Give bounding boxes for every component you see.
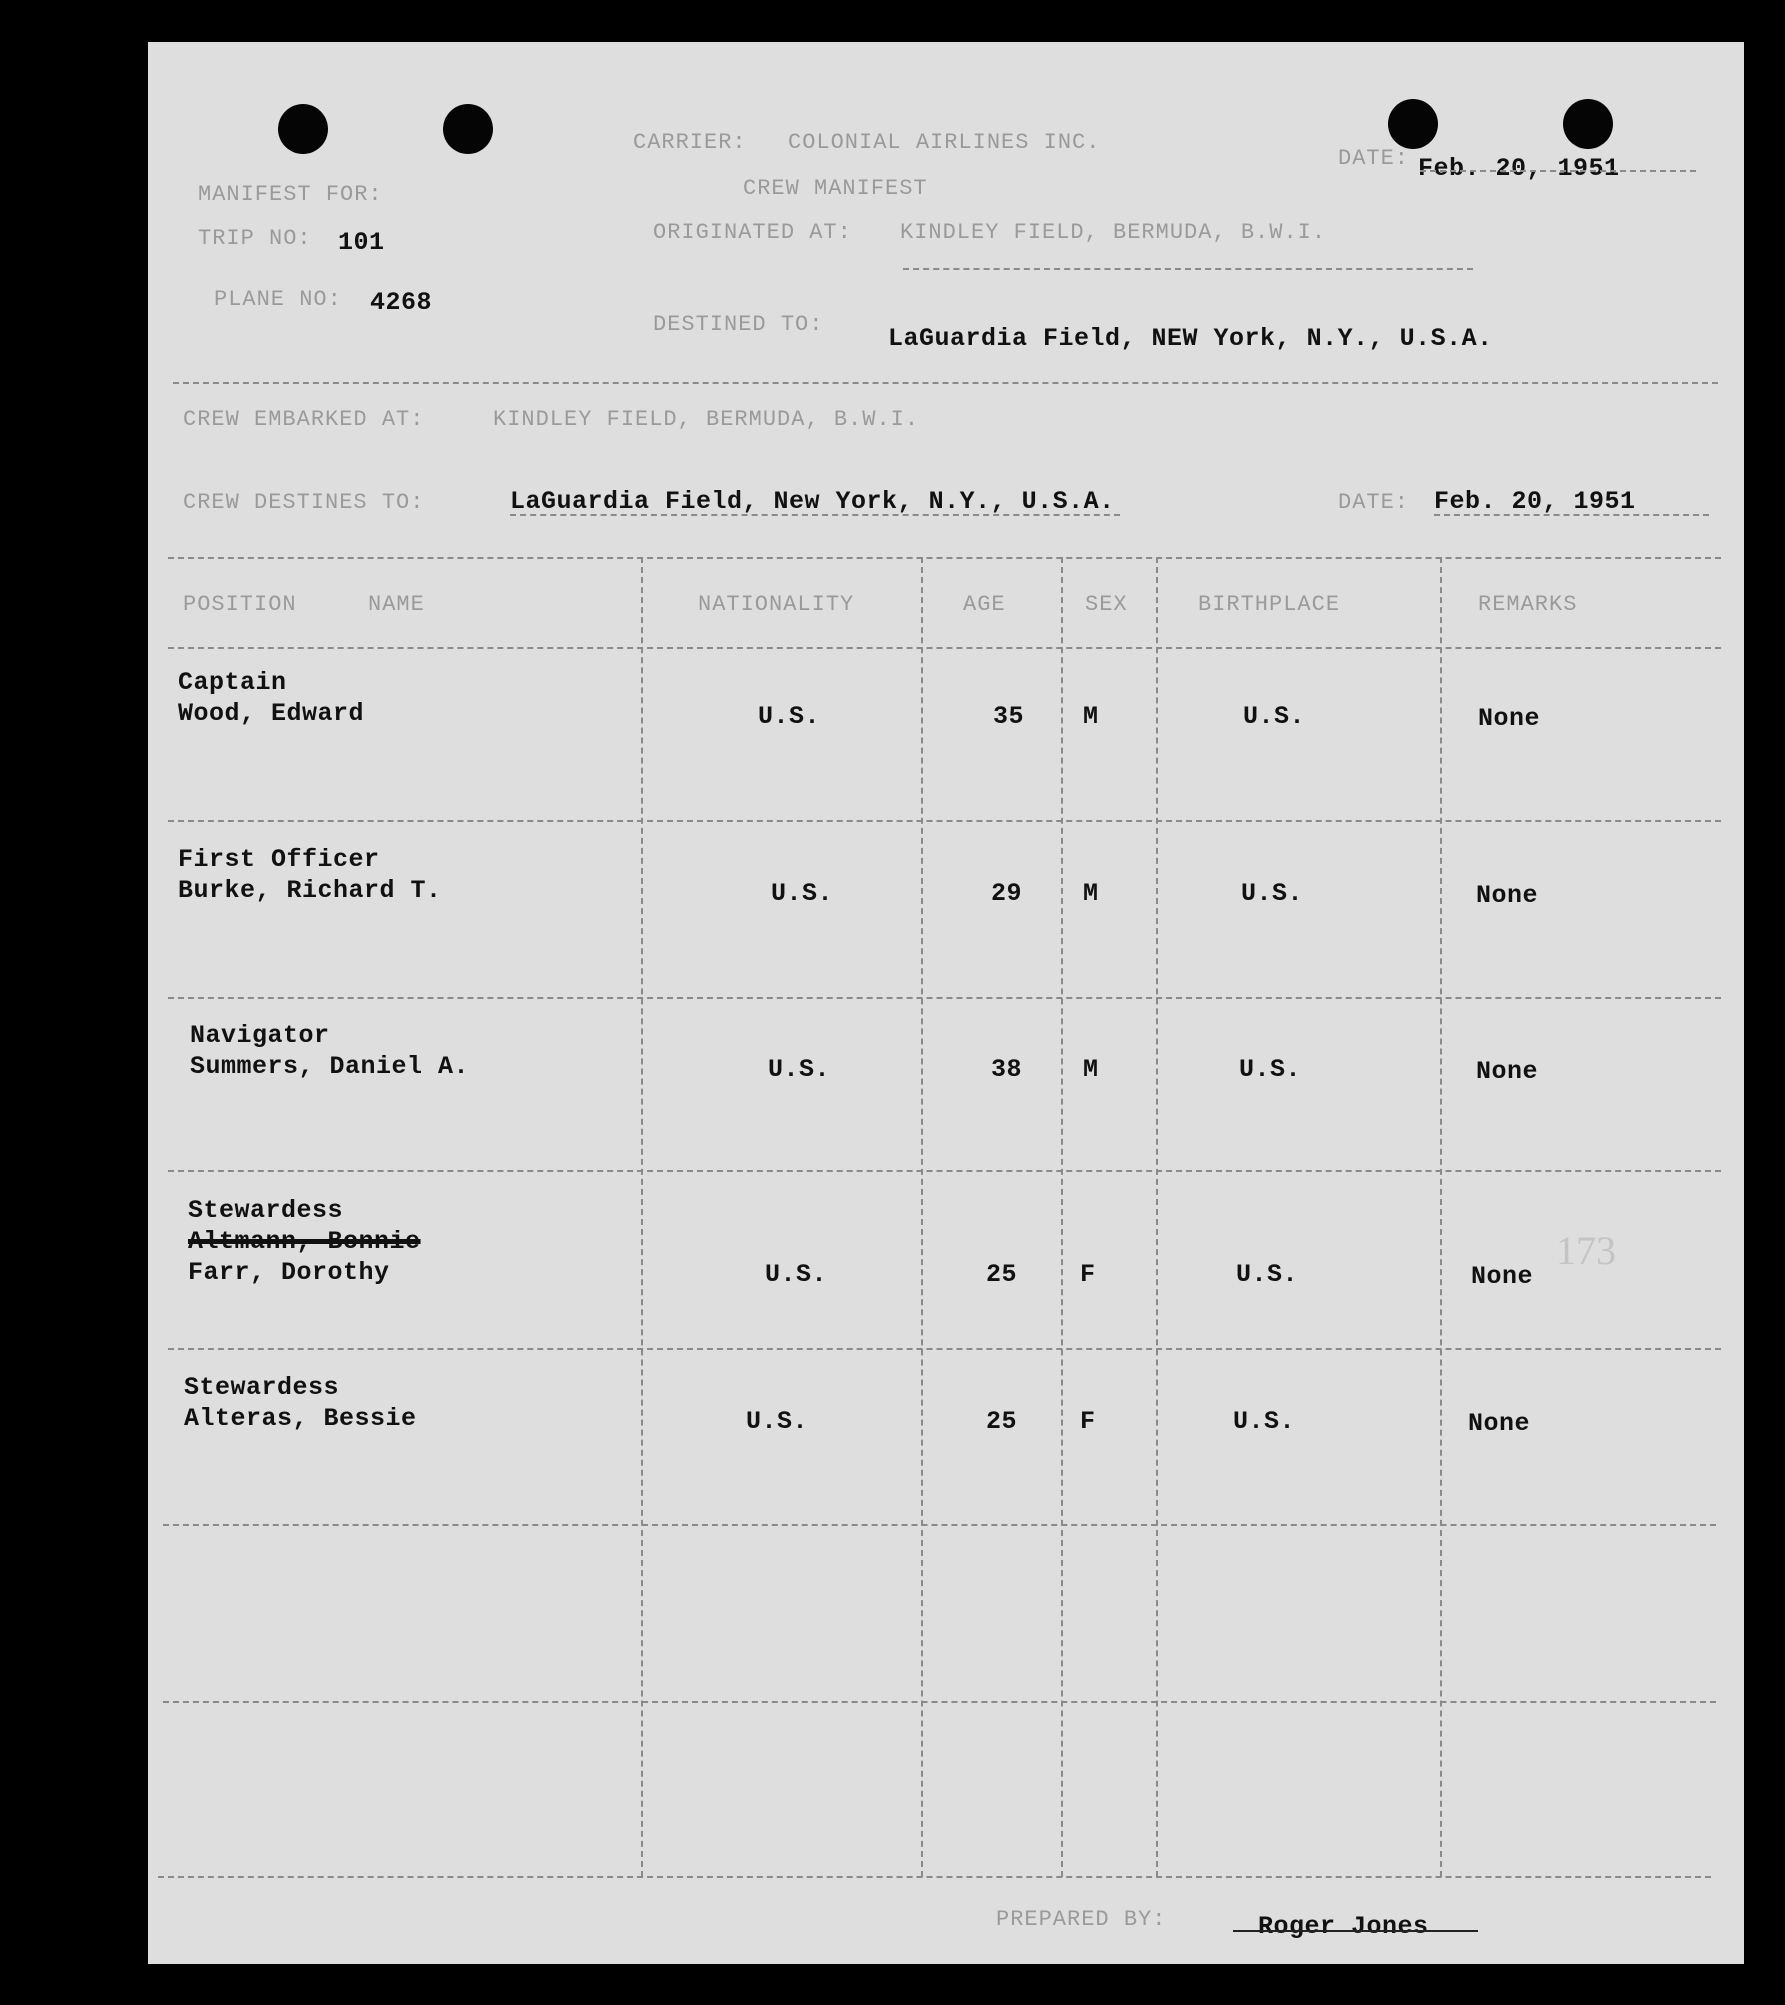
embarked-label: CREW EMBARKED AT: [183, 407, 425, 432]
header-position: POSITION [183, 592, 297, 617]
table-bottom-border [158, 1876, 1711, 1878]
row-separator [168, 1170, 1721, 1172]
column-divider [921, 557, 923, 1877]
originated-value: KINDLEY FIELD, BERMUDA, B.W.I. [900, 220, 1327, 245]
table-row [184, 1372, 417, 1434]
row-separator [163, 1524, 1716, 1526]
punch-hole [1388, 99, 1438, 149]
row-separator [163, 1701, 1716, 1703]
nationality-cell: U.S. [758, 702, 821, 731]
sex-cell: M [1083, 1055, 1099, 1084]
row-separator [168, 997, 1721, 999]
carrier-label: CARRIER: [633, 130, 747, 155]
age-cell: 25 [986, 1260, 1018, 1289]
header-age: AGE [963, 592, 1006, 617]
table-row [188, 1195, 421, 1288]
sex-cell: F [1080, 1407, 1096, 1436]
originated-underline [903, 268, 1473, 270]
manifest-page [148, 42, 1744, 1964]
crew-date-label: DATE: [1338, 490, 1410, 515]
age-cell: 38 [991, 1055, 1023, 1084]
name-cell: Farr, Dorothy [188, 1258, 390, 1287]
position-cell: Stewardess [188, 1196, 344, 1225]
header-sex: SEX [1085, 592, 1128, 617]
destined-value: LaGuardia Field, NEW York, N.Y., U.S.A. [888, 324, 1493, 353]
name-cell: Burke, Richard T. [178, 876, 442, 905]
column-divider [1061, 557, 1063, 1877]
birthplace-cell: U.S. [1236, 1260, 1299, 1289]
embarked-value: KINDLEY FIELD, BERMUDA, B.W.I. [493, 407, 920, 432]
birthplace-cell: U.S. [1239, 1055, 1302, 1084]
destined-label: DESTINED TO: [653, 312, 824, 337]
header-date-value: Feb. 20, 1951 [1418, 154, 1620, 183]
nationality-cell: U.S. [771, 879, 834, 908]
sex-cell: F [1080, 1260, 1096, 1289]
row-separator [168, 1348, 1721, 1350]
table-row [190, 1020, 469, 1082]
remarks-cell: None [1476, 1057, 1539, 1086]
row-separator [168, 820, 1721, 822]
destines-underline [510, 514, 1120, 516]
trip-label: TRIP NO: [198, 226, 312, 251]
position-cell: Captain [178, 668, 287, 697]
punch-hole [443, 104, 493, 154]
struck-name-cell: Altmann, Bonnie [188, 1227, 421, 1256]
prepared-label: PREPARED BY: [996, 1907, 1167, 1932]
punch-hole [278, 104, 328, 154]
header-date-label: DATE: [1338, 146, 1410, 171]
position-cell: Navigator [190, 1021, 330, 1050]
header-name: NAME [368, 592, 425, 617]
divider [173, 382, 1718, 384]
table-top-border [168, 557, 1721, 559]
originated-label: ORIGINATED AT: [653, 220, 852, 245]
age-cell: 29 [991, 879, 1023, 908]
header-nationality: NATIONALITY [698, 592, 855, 617]
carrier-value: COLONIAL AIRLINES INC. [788, 130, 1101, 155]
remarks-cell: None [1476, 881, 1539, 910]
page-number: 173 [1556, 1228, 1616, 1273]
table-header-border [168, 647, 1721, 649]
nationality-cell: U.S. [765, 1260, 828, 1289]
punch-hole [1563, 99, 1613, 149]
name-cell: Alteras, Bessie [184, 1404, 417, 1433]
position-cell: Stewardess [184, 1373, 340, 1402]
prepared-signature: Roger Jones [1258, 1912, 1429, 1941]
plane-value: 4268 [370, 288, 433, 317]
column-divider [1156, 557, 1158, 1877]
age-cell: 35 [993, 702, 1025, 731]
birthplace-cell: U.S. [1233, 1407, 1296, 1436]
sex-cell: M [1083, 879, 1099, 908]
plane-label: PLANE NO: [214, 287, 342, 312]
form-title: CREW MANIFEST [743, 176, 928, 201]
nationality-cell: U.S. [746, 1407, 809, 1436]
destines-value: LaGuardia Field, New York, N.Y., U.S.A. [510, 487, 1115, 516]
age-cell: 25 [986, 1407, 1018, 1436]
table-row [178, 667, 364, 729]
remarks-cell: None [1471, 1262, 1534, 1291]
header-date-underline [1420, 170, 1696, 172]
birthplace-cell: U.S. [1243, 702, 1306, 731]
birthplace-cell: U.S. [1241, 879, 1304, 908]
header-remarks: REMARKS [1478, 592, 1578, 617]
nationality-cell: U.S. [768, 1055, 831, 1084]
trip-value: 101 [338, 228, 385, 257]
column-divider [641, 557, 643, 1877]
name-cell: Wood, Edward [178, 699, 365, 728]
table-row [178, 844, 442, 906]
remarks-cell: None [1478, 704, 1541, 733]
remarks-cell: None [1468, 1409, 1531, 1438]
name-cell: Summers, Daniel A. [190, 1052, 470, 1081]
manifest-for-label: MANIFEST FOR: [198, 182, 383, 207]
column-divider [1440, 557, 1442, 1877]
header-birthplace: BIRTHPLACE [1198, 592, 1341, 617]
position-cell: First Officer [178, 845, 380, 874]
crew-date-underline [1434, 514, 1709, 516]
destines-label: CREW DESTINES TO: [183, 490, 425, 515]
prepared-underline [1233, 1930, 1478, 1932]
sex-cell: M [1083, 702, 1099, 731]
crew-date-value: Feb. 20, 1951 [1434, 487, 1636, 516]
